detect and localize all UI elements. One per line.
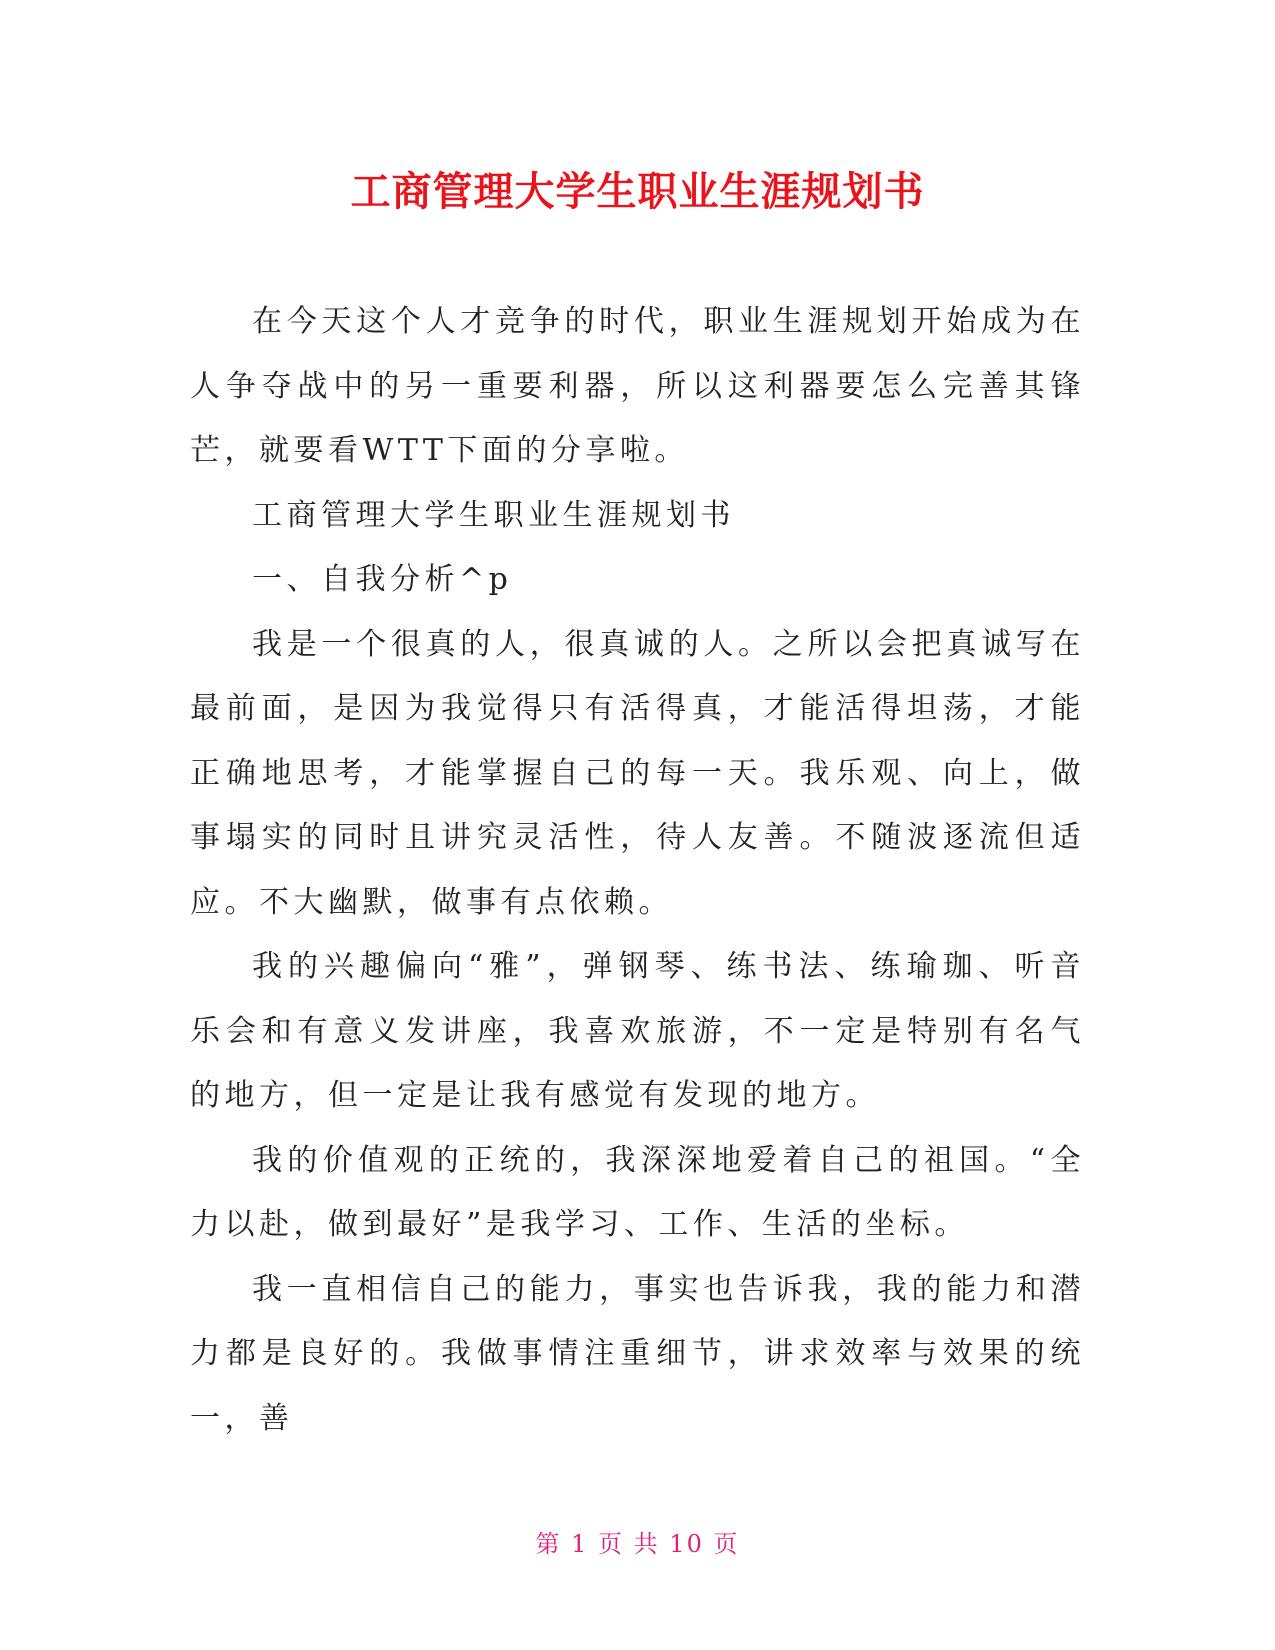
paragraph: 我一直相信自己的能力，事实也告诉我，我的能力和潜力都是良好的。我做事情注重细节，讲求效率与效果的统一，善 (190, 1271, 1085, 1436)
paragraph: 在今天这个人才竞争的时代，职业生涯规划开始成为在人争夺战中的另一重要利器，所以这利器要怎么完善其锋芒，就要看WTT下面的分享啦。 (190, 304, 1085, 468)
paragraph: 我是一个很真的人，很真诚的人。之所以会把真诚写在最前面，是因为我觉得只有活得真，才能活得坦荡，才能正确地思考，才能掌握自己的每一天。我乐观、向上，做事塌实的同时且讲究灵活性，待人友善。不随波逐流但适应。不大幽默，做事有点依赖。 (190, 626, 1085, 920)
document-body (190, 290, 1085, 1451)
paragraph: 一、自我分析^p (252, 562, 513, 597)
paragraph: 我的价值观的正统的，我深深地爱着自己的祖国。“全力以赴，做到最好”是我学习、工作、生活的坐标。 (190, 1142, 1085, 1242)
document-title: 工商管理大学生职业生涯规划书 (350, 169, 925, 215)
paragraph: 工商管理大学生职业生涯规划书 (252, 497, 735, 533)
page-number-footer: 第 1 页 共 10 页 (535, 1530, 740, 1558)
paragraph: 我的兴趣偏向“雅”，弹钢琴、练书法、练瑜珈、听音乐会和有意义发讲座，我喜欢旅游，不一定是特别有名气的地方，但一定是让我有感觉有发现的地方。 (190, 949, 1085, 1113)
